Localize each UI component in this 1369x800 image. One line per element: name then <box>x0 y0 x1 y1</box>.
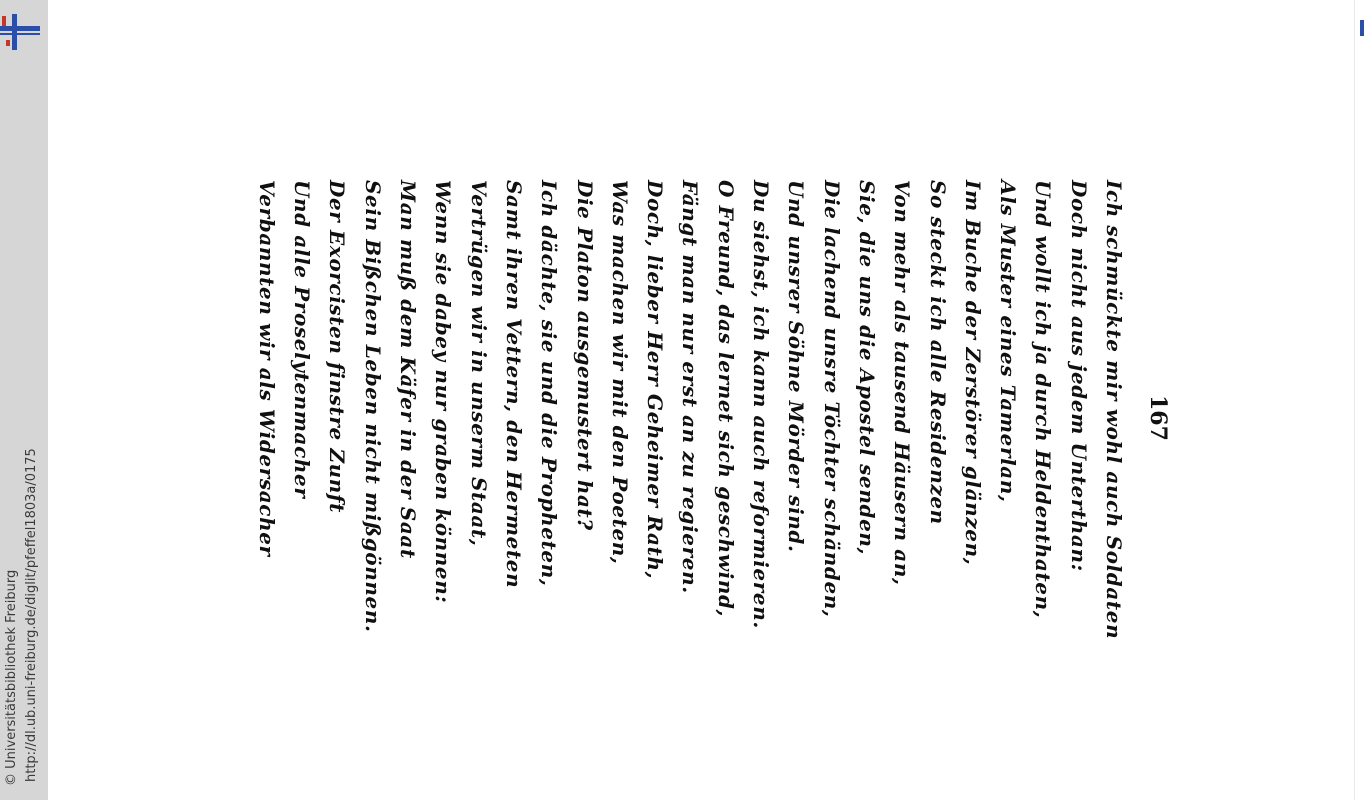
poem-line: Und wollt ich ja durch Heldenthaten, <box>1031 180 1056 619</box>
poem-line: Als Muster eines Tamerlan, <box>996 180 1021 503</box>
poem-line: So steckt ich alle Residenzen <box>925 180 950 525</box>
poem-line: Doch, lieber Herr Geheimer Rath, <box>643 180 668 580</box>
poem-text <box>249 180 1131 639</box>
source-url-text[interactable]: http://dl.ub.uni-freiburg.de/diglit/pfeffel1803a/0175 <box>24 448 39 782</box>
poem-line: Von mehr als tausend Häusern an, <box>890 180 915 586</box>
poem-line: Ich schmückte mir wohl auch Soldaten <box>1102 180 1126 640</box>
poem-line: Doch nicht aus jedem Unterthan: <box>1066 180 1091 572</box>
poem-line: Fängt man nur erst an zu regieren. <box>678 180 703 594</box>
poem-line: Ich dächte, sie und die Propheten, <box>537 180 562 587</box>
copyright-text: © Universitätsbibliothek Freiburg <box>4 569 19 786</box>
poem-line: Sie, die uns die Apostel senden, <box>854 180 879 556</box>
poem-line: Und alle Proselytenmacher <box>290 180 315 499</box>
poem-line: Der Exorcisten finstre Zunft <box>325 180 350 513</box>
poem-line: O Freund, das lernet sich geschwind, <box>713 180 738 618</box>
poem-line: Verbannten wir als Widersacher <box>254 180 279 557</box>
right-page-edge <box>1354 0 1369 800</box>
poem-line: Du siehst, ich kann auch reformieren. <box>749 180 774 629</box>
poem-line: Im Buche der Zerstörer glänzen, <box>960 180 985 566</box>
left-margin-strip <box>0 0 48 800</box>
poem-line: Vertrügen wir in unserm Staat, <box>466 180 491 547</box>
right-edge-mark <box>1360 20 1364 36</box>
poem-line: Die lachend unsre Töchter schänden, <box>819 180 844 618</box>
poem-line: Und unsrer Söhne Mörder sind. <box>784 180 809 553</box>
poem-line: Samt ihren Vettern, den Hermeten <box>501 180 526 589</box>
poem-line: Man muß dem Käfer in der Saat <box>396 180 421 559</box>
poem-line: Was machen wir mit den Poeten, <box>607 180 632 565</box>
poem-line: Die Platon ausgemustert hat? <box>572 180 597 531</box>
poem-line: Wenn sie dabey nur graben können: <box>431 180 456 604</box>
poem-line: Sein Bißchen Leben nicht mißgönnen. <box>360 180 385 633</box>
page-number: 167 <box>1145 395 1171 441</box>
